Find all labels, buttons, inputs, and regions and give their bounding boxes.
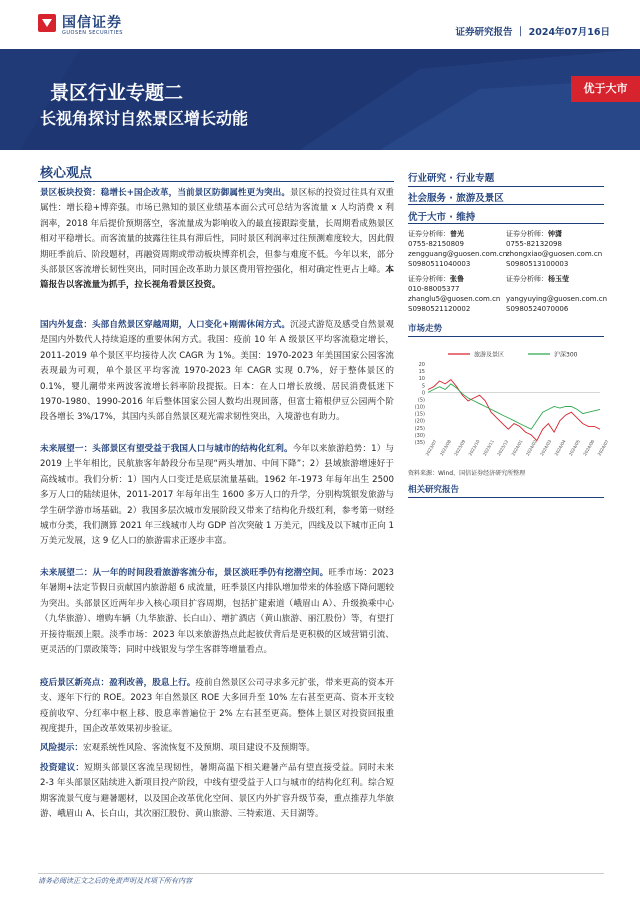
x-tick-label: 2024/02 [524, 438, 538, 457]
paragraph-text: 疫前自然景区公司寻求多元扩张，带来更高的资本开支、逐年下行的 ROE。2023 年自然景区 ROE 大多回升至 10% 左右甚至更高、资本开支较疫前收窄、分红率中枢上移、股息率普遍位于 2% 左右甚至更高。整体上景区对投资回报重视度提升，国企改革效果初步验证。 [40, 678, 394, 735]
y-tick-label: (30) [414, 432, 425, 439]
x-tick-label: 2024/06 [582, 438, 596, 457]
side-divider [408, 336, 604, 337]
x-tick-label: 2024/07 [596, 438, 610, 457]
logo-subtitle: GUOSEN SECURITIES [62, 30, 123, 36]
y-tick-label: (25) [414, 425, 425, 432]
analyst-role: 证券分析师： [506, 230, 548, 238]
y-tick-label: 10 [418, 376, 425, 383]
core-paragraph [40, 761, 394, 823]
side-divider [408, 497, 604, 498]
core-paragraph [40, 741, 394, 756]
paragraph-lead: 疫后景区新亮点：盈利改善，股息上行。 [40, 678, 196, 688]
analyst-name: 杨玉莹 [548, 275, 569, 283]
analyst-license: S0980513100003 [506, 260, 569, 268]
paragraph-tail: 本篇报告以客流量为抓手，拉长视角看景区投资。 [40, 265, 394, 291]
analyst-phone: 010-88005377 [408, 285, 460, 293]
y-tick-label: (15) [414, 411, 425, 418]
core-divider [38, 181, 394, 182]
page-header [0, 0, 640, 46]
core-paragraph [40, 442, 394, 550]
x-tick-label: 2024/04 [553, 438, 567, 457]
paragraph-text: 短期头部景区客流呈现韧性，暑期高温下相关避暑产品有望直接受益。同时未来 2-3 年头部景区陆续进入新项目投产阶段，中线有望受益于人口与城市的结构化红利。综合短期客流景气度与避暑题材，以及国企改革优化空间、景区内外扩容升级节奏，重点推荐九华旅游、峨眉山 A、长白山，其次丽江股份、黄山旅游、三特索道、天目湖等。 [40, 763, 394, 820]
x-tick-label: 2023/08 [438, 438, 452, 457]
paragraph-lead: 未来展望一：头部景区有望受益于我国人口与城市的结构化红利。 [40, 444, 293, 454]
report-category: 行业研究 · 行业专题 [408, 173, 495, 184]
y-tick-label: (10) [414, 404, 425, 411]
market-trend-chart [408, 346, 610, 466]
x-tick-label: 2023/12 [496, 438, 510, 457]
side-divider [408, 204, 604, 205]
analyst-role: 证券分析师： [408, 275, 450, 283]
analyst-email[interactable]: yangyuying@guosen.com.cn [506, 295, 608, 303]
analyst-email[interactable]: zengguang@guosen.com.cn [408, 250, 508, 258]
core-paragraph [40, 676, 394, 738]
analyst-phone: 0755-82150809 [408, 240, 464, 248]
core-paragraph [40, 318, 394, 426]
y-tick-label: 20 [418, 362, 425, 368]
disclaimer-note: 请务必阅读正文之后的免责声明及其项下所有内容 [38, 877, 192, 885]
analyst-card [408, 274, 500, 314]
report-info: 证券研究报告 ｜ 2024年07月16日 [455, 27, 610, 38]
core-paragraph [40, 186, 394, 294]
x-tick-label: 2023/07 [424, 438, 438, 457]
x-tick-label: 2024/05 [567, 438, 581, 457]
analyst-name: 钟潇 [548, 230, 562, 238]
core-paragraph [40, 566, 394, 658]
y-tick-label: (35) [414, 440, 425, 446]
analyst-license: S0980521120002 [408, 305, 471, 313]
analyst-role: 证券分析师： [408, 230, 450, 238]
legend-label: 沪深300 [554, 351, 578, 359]
analyst-card [506, 229, 602, 269]
series-line-0 [428, 380, 600, 441]
logo-name: 国信证券 [62, 15, 122, 31]
analyst-email[interactable]: zhongxiao@guosen.com.cn [506, 250, 603, 258]
x-tick-label: 2023/11 [481, 438, 495, 457]
paragraph-lead: 国内外复盘：头部自然景区穿越周期，人口变化+刚需休闲方式。 [40, 320, 291, 330]
chart-source: 资料来源：Wind、国信证券经济研究所整理 [408, 470, 526, 477]
analyst-phone: 0755-82132098 [506, 240, 562, 248]
paragraph-text: 沉浸式游览及感受自然景观是国内外数代人持续追逐的重要休闲方式。我国：疫前 10 年 A 级景区平均客流稳定增长，2011-2019 单个景区平均接待人次 CAGR 为 1%。美国：1970-2023 年美国国家公园客流表现最为可观，单个景区平均客流 1970-2023 年 CAGR 实现 0.7%，好于整体景区的 0.1%，婴儿潮带来两波客流增长斜率阶段提振。日本：在人口增长放缓、居民消费低迷下 1970-1980、1990-2016 年后整体国家公园人数均出现回落，但富士箱根伊豆公园两个阶段各增长 3%/17%，其国内头部自然景区观光需求韧性突出，入境游也有助力。 [40, 320, 394, 423]
analyst-card [408, 229, 507, 269]
y-tick-label: (5) [417, 397, 425, 404]
y-tick-label: 5 [421, 383, 425, 390]
x-tick-label: 2024/01 [510, 438, 524, 457]
paragraph-text: 景区标的投资过往具有双重属性：增长稳+博弈强。市场已熟知的景区业绩基本面公式可总结为客流量 x 人均消费 x 利润率，2018 年后提价预期落空，客流量成为影响收入的最直接跟踪变量，长周期看成熟景区相对平稳增长。而客流量的披露往往具有滞后性，同时景区利润率过往预测难度较大，因此假期旺季前后、阶段题材，再融资周期或带动板块博弈机会，但参与难度不低。今年以来，部分头部景区客流增长韧性突出，同时国企改革助力景区费用管控强化，相对确定性更占上峰。 [40, 188, 394, 276]
y-tick-label: 0 [421, 390, 425, 397]
paragraph-lead: 景区板块投资：稳增长+国企改革，当前景区防御属性更为突出。 [40, 188, 291, 198]
report-subtitle: 长视角探讨自然景区增长动能 [40, 109, 249, 128]
x-tick-label: 2023/09 [453, 438, 467, 457]
analyst-license: S0980511040003 [408, 260, 471, 268]
rating-label: 优于大市 · 维持 [408, 212, 476, 223]
legend-label: 旅游及景区 [474, 351, 505, 359]
report-title: 景区行业专题二 [50, 82, 184, 104]
analyst-email[interactable]: zhanglu5@guosen.com.cn [408, 295, 501, 303]
analyst-role: 证券分析师： [506, 275, 548, 283]
y-tick-label: 15 [418, 369, 425, 376]
x-tick-label: 2023/10 [467, 438, 481, 457]
core-heading: 核心观点 [40, 166, 93, 181]
series-line-1 [428, 384, 600, 429]
footer-divider [38, 873, 604, 874]
rating-tag: 优于大市 [571, 76, 640, 102]
analyst-name: 曾光 [450, 230, 464, 238]
paragraph-lead: 未来展望二：从一年的时间段看旅游客流分布，景区淡旺季仍有挖潜空间。 [40, 568, 329, 578]
guosen-logo-icon [38, 14, 56, 32]
analyst-card [506, 274, 607, 314]
paragraph-text: 旺季市场：2023 年暑期+法定节假日贡献国内旅游超 6 成流量，旺季景区内排队增加带来的体验感下降问题较为突出。头部景区近两年步入核心项目扩容周期，包括扩建索道（峨眉山 A）、升级换乘中心（九华旅游）、增购车辆（九华旅游、长白山）、增扩酒店（黄山旅游、丽江股份）等，有望打开接待瓶颈上限。淡季市场：2023 年以来旅游热点此起彼伏背后是更积极的区域营销引流、更灵活的门票政策等；同时中线银发与学生客群等增量看点。 [40, 568, 394, 656]
paragraph-text: 宏观系统性风险、客流恢复不及预期、项目建设不及预期等。 [82, 743, 316, 753]
analyst-name: 张鲁 [450, 275, 464, 283]
analyst-license: S0980524070006 [506, 305, 569, 313]
paragraph-text: 今年以来旅游趋势：1）与 2019 上半年相比，民航旅客年龄段分布呈现“两头增加、中间下降”；2）县域旅游增速好于高线城市。我们分析：1）国内人口变迁是底层流量基础。1962 年-1973 年每年出生 2500 多万人口的陆续退休，2011-2017 年每年出生 1600 多万人口的升学，分别构筑银发旅游与学生研学游市场基础。2）我国多层次城市发展阶段又带来了结构化升级红利，参考第一财经城市分类，我们测算 2021 年三线城市人均 GDP 首次突破 1 万美元，四线及以下城市正向 1 万美元发展，这 9 亿人口的旅游需求正逐步丰富。 [40, 444, 394, 547]
market-trend-label: 市场走势 [408, 324, 443, 334]
side-divider [408, 223, 604, 224]
analyst-phone [506, 284, 607, 294]
y-tick-label: (20) [414, 418, 425, 425]
industry-label: 社会服务 · 旅游及景区 [408, 193, 504, 204]
side-divider [408, 186, 604, 187]
paragraph-lead: 风险提示： [40, 743, 83, 753]
related-reports-label[interactable]: 相关研究报告 [408, 485, 460, 495]
x-tick-label: 2024/03 [539, 438, 553, 457]
paragraph-lead: 投资建议： [40, 763, 85, 773]
